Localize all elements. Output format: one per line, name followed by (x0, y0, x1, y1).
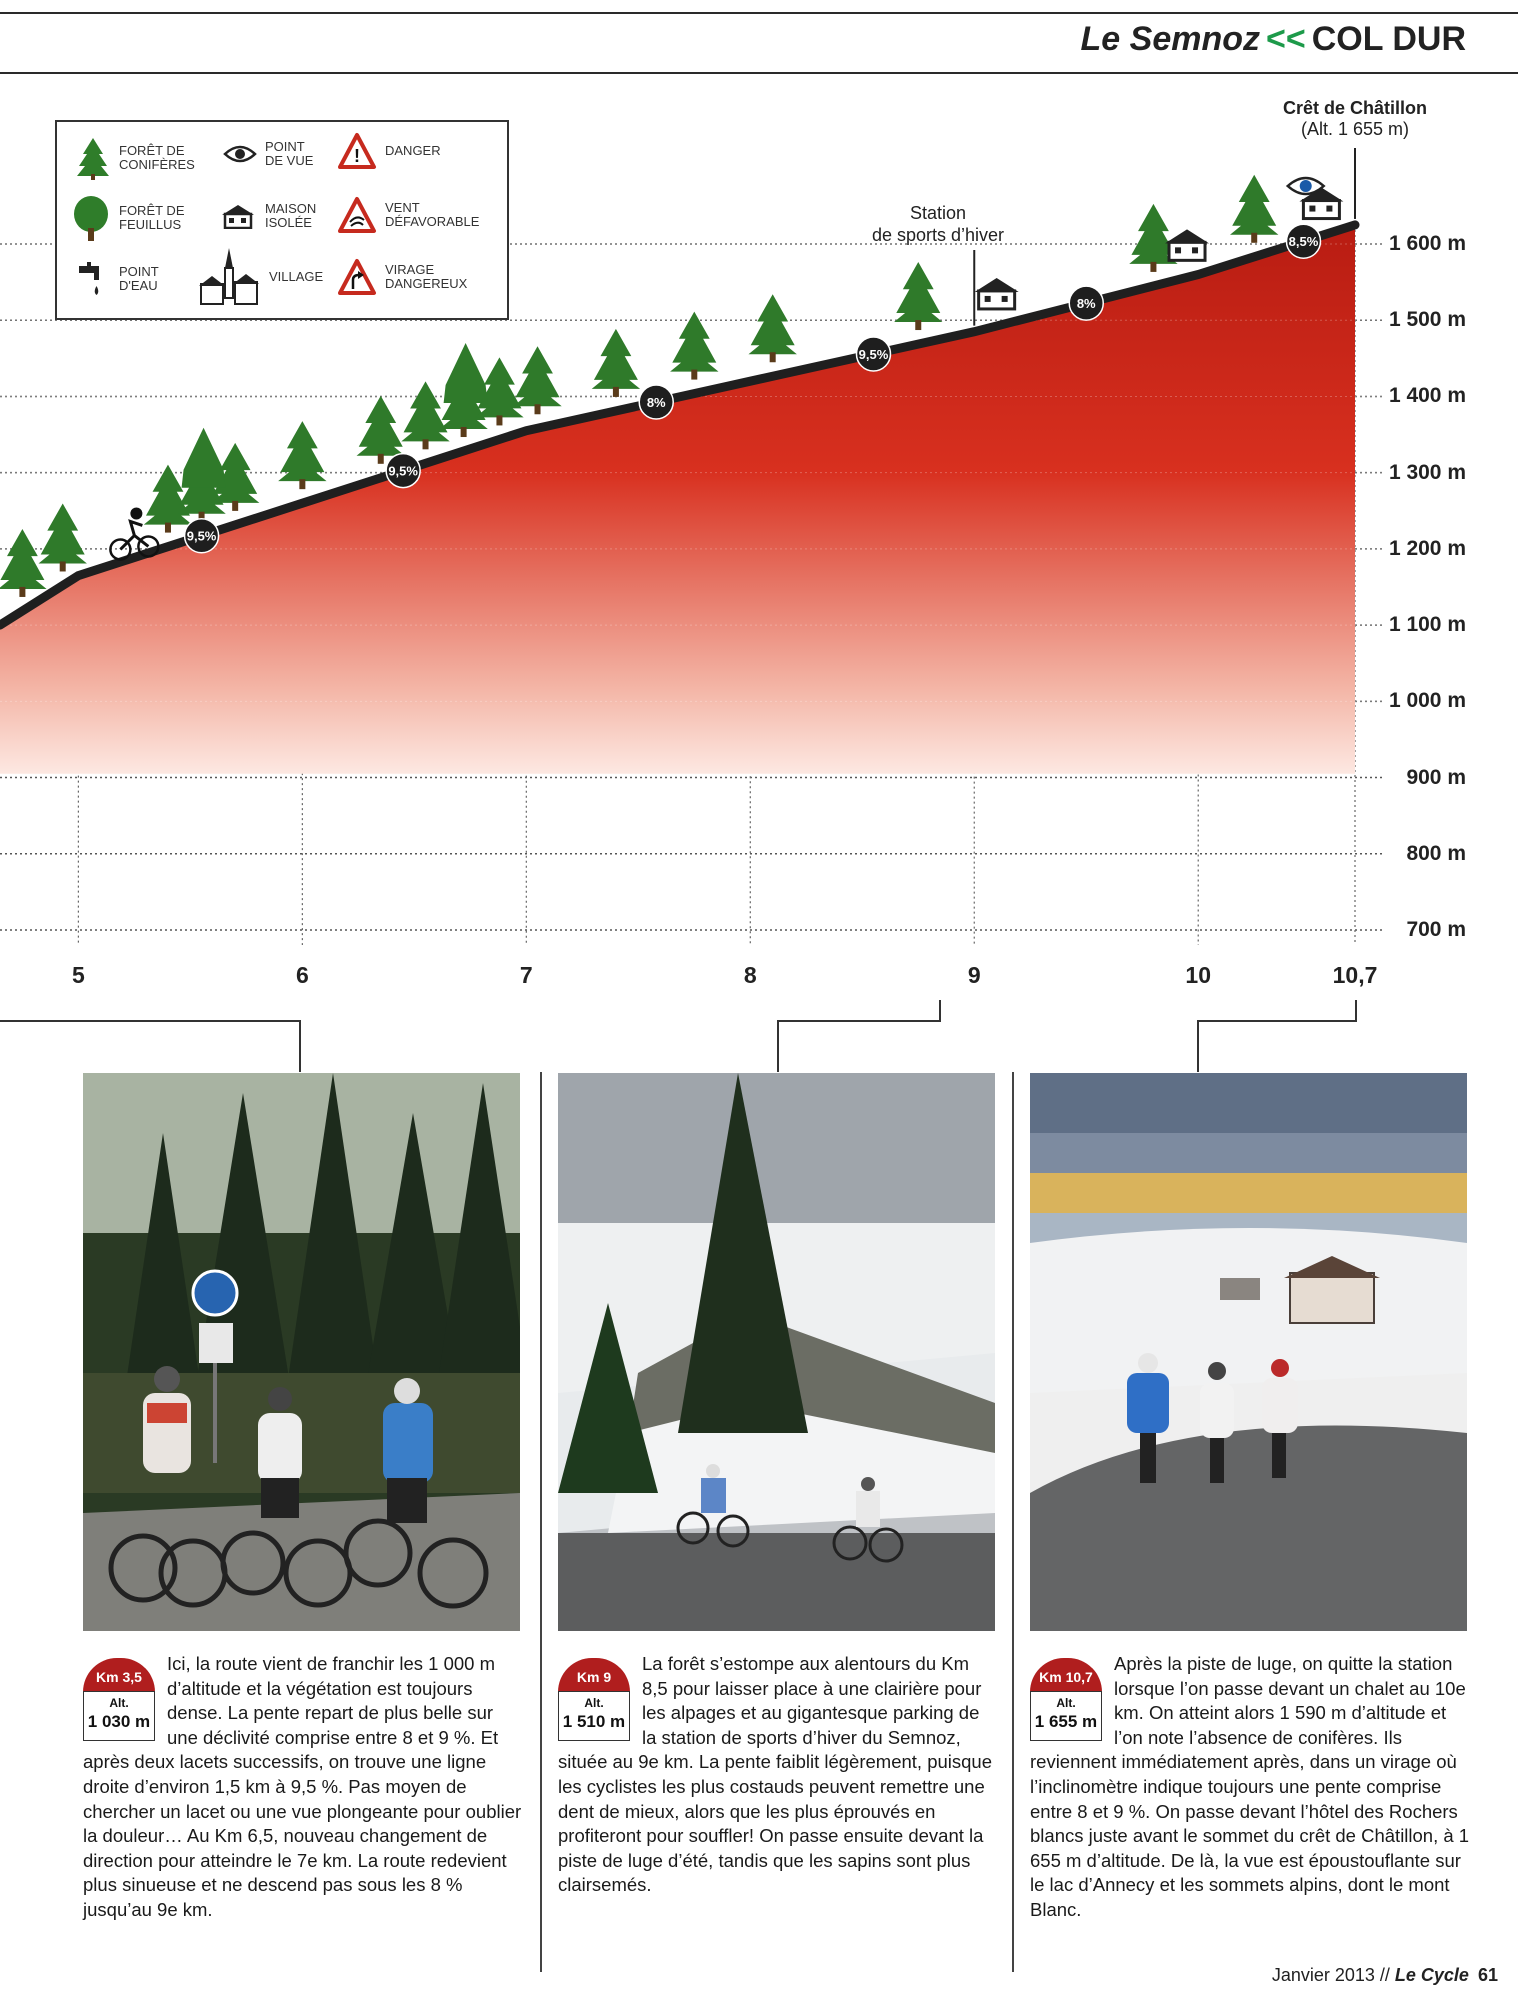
header-top-rule (0, 12, 1518, 14)
station-label-line1: Station (909, 203, 967, 223)
photo-forest-cyclists (83, 1073, 520, 1631)
legend-item-house (219, 202, 325, 230)
x-tick-label: 10 (1185, 962, 1212, 988)
gradient-label: 9,5% (186, 528, 217, 544)
y-tick-label: 1 400 m (1388, 384, 1466, 408)
x-tick-label: 6 (295, 962, 309, 988)
legend-label: POINT D'EAU (119, 264, 159, 293)
km-marker-km: Km 10,7 (1030, 1658, 1102, 1692)
km-marker-alt-label: Alt. (109, 1696, 129, 1710)
conifer-forest-icon (75, 136, 111, 180)
y-tick-label: 1 500 m (1388, 308, 1466, 332)
gradient-label: 9,5% (858, 346, 889, 362)
legend-label: FORÊT DE FEUILLUS (119, 203, 185, 232)
legend-item-wind (337, 196, 480, 234)
svg-text:!: ! (354, 146, 360, 166)
legend-item-viewpoint (223, 140, 325, 168)
y-tick-label: 900 m (1406, 765, 1466, 789)
conifer-tree-icon (39, 503, 87, 571)
conifer-tree-icon (401, 381, 449, 449)
km-marker-altitude-box (558, 1691, 630, 1741)
gradient-marker (386, 454, 420, 488)
page-footer (1272, 1965, 1498, 1986)
y-tick-label: 1 200 m (1388, 536, 1466, 560)
y-tick-label: 1 300 m (1388, 460, 1466, 484)
map-legend (55, 120, 509, 320)
photo-ski-station-clearing (558, 1073, 995, 1631)
title-place: Le Semnoz (1080, 20, 1261, 58)
y-tick-label: 700 m (1406, 918, 1466, 941)
gradient-label: 8,5% (1288, 234, 1319, 250)
conifer-tree-icon (357, 396, 405, 464)
legend-label: VIRAGE DANGEREUX (385, 262, 468, 291)
conifer-tree-icon (513, 346, 561, 414)
km-marker-km: Km 9 (558, 1658, 630, 1692)
y-tick-label: 1 000 m (1388, 689, 1466, 713)
column-divider (1012, 1072, 1014, 1972)
article-paragraph: Ici, la route vient de franchir les 1 000 m d’altitude et la végétation est toujours dense. La pente repart de plus belle sur une déclivité comprise entre 8 et 9 %. Et après deux lacets successifs, on trouve une ligne droite d’environ 1,5 km à 9,5 %. Pas moyen de chercher un lacet ou une vue plongeante pour oublier la douleur… Au Km 6,5, nouveau changement de direction pour atteindre le 7e km. La route redevient plus sinueuse et ne descend pas sous les 8 % jusqu’au 9e km. (83, 1653, 522, 1920)
conifer-tree-icon (592, 329, 640, 397)
deciduous-forest-icon (71, 194, 111, 242)
village-icon (197, 246, 261, 308)
km-marker-alt-value: 1 655 m (1034, 1712, 1098, 1731)
isolated-house-icon (219, 203, 257, 229)
summit-label (1245, 98, 1465, 140)
km-marker-alt-label: Alt. (584, 1696, 604, 1710)
y-tick-label: 1 600 m (1388, 232, 1466, 255)
unfavorable-wind-icon (337, 196, 377, 234)
gradient-marker (856, 337, 890, 371)
conifer-tree-icon (444, 343, 488, 403)
km-marker (558, 1658, 630, 1742)
legend-item-village (197, 246, 329, 308)
page-title (1081, 20, 1466, 59)
km-marker (83, 1658, 155, 1742)
danger-sign-icon (337, 132, 377, 170)
legend-label: VILLAGE (269, 269, 324, 284)
gradient-marker (185, 519, 219, 553)
km-marker-alt-value: 1 030 m (87, 1712, 151, 1731)
conifer-tree-icon (278, 421, 326, 489)
legend-label: MAISON ISOLÉE (265, 201, 317, 230)
isolated-house-icon (975, 278, 1019, 309)
km-marker-altitude-box (1030, 1691, 1102, 1741)
article-paragraph: Après la piste de luge, on quitte la station lorsque l’on passe devant un chalet au 10e km. On atteint alors 1 590 m d’altitude et l’on note l’absence de conifères. Ils reviennent immédiatement après, dans un virage où l’inclinomètre indique toujours une pente comprise entre 8 et 9 %. On passe devant l’hôtel des Rochers blancs juste avant le sommet du crêt de Châtillon, à 1 655 m d’altitude. De là, la vue est époustouflante sur le lac d’Annecy et les sommets alpins, dont le mont Blanc. (1030, 1653, 1470, 1920)
legend-item-bend (337, 258, 475, 296)
article-column-1 (83, 1652, 523, 1923)
conifer-tree-icon (182, 428, 226, 488)
dangerous-bend-icon (337, 258, 377, 296)
km-marker-alt-value: 1 510 m (562, 1712, 626, 1731)
km-marker-altitude-box (83, 1691, 155, 1741)
legend-label: VENT DÉFAVORABLE (385, 200, 480, 229)
article-paragraph: La forêt s’estompe aux alentours du Km 8,5 pour laisser place à une clairière pour les alpages et au gigantesque parking de la station de sports d’hiver du Semnoz, située au 9e km. La pente faiblit légèrement, puisque les cyclistes les plus costauds peuvent remettre une dent de mieux, alors que les plus éprouvés en profiteront pour souffler! On passe ensuite devant la piste de luge d’été, tandis que les sapins sont plus clairsemés. (558, 1653, 993, 1896)
gradient-marker (1069, 286, 1103, 320)
page-number: 61 (1477, 1965, 1498, 1985)
x-tick-label: 7 (519, 962, 533, 988)
x-tick-label: 5 (71, 962, 85, 988)
x-tick-label: 9 (967, 962, 981, 988)
photo-connectors (0, 1000, 1528, 1075)
photo-summit-hotel (1030, 1073, 1467, 1631)
gradient-label: 9,5% (388, 463, 418, 479)
footer-magazine: Le Cycle (1394, 1965, 1469, 1985)
gradient-label: 8% (646, 395, 666, 411)
legend-item-conifers (75, 136, 209, 180)
column-divider (540, 1072, 542, 1972)
legend-label: FORÊT DE CONIFÈRES (119, 143, 195, 172)
summit-altitude: (Alt. 1 655 m) (1300, 119, 1410, 139)
footer-date: Janvier 2013 // (1271, 1965, 1390, 1985)
km-marker (1030, 1658, 1102, 1742)
legend-item-danger (337, 132, 475, 170)
conifer-tree-icon (894, 262, 942, 330)
title-category: COL DUR (1311, 20, 1466, 58)
x-tick-label: 8 (743, 962, 757, 988)
gradient-label: 8% (1076, 296, 1096, 312)
summit-name: Crêt de Châtillon (1282, 98, 1427, 118)
station-label-line2: de sports d’hiver (871, 225, 1005, 245)
legend-item-deciduous (71, 194, 209, 242)
legend-item-water (75, 260, 179, 298)
km-marker-alt-label: Alt. (1056, 1696, 1076, 1710)
gradient-marker (639, 385, 673, 419)
viewpoint-eye-icon (223, 143, 257, 165)
gradient-marker (1286, 224, 1320, 258)
article-column-3 (1030, 1652, 1480, 1923)
y-tick-label: 1 100 m (1388, 613, 1466, 637)
x-tick-label: 10,7 (1332, 962, 1378, 988)
conifer-tree-icon (1230, 175, 1278, 243)
title-separator: << (1266, 20, 1306, 58)
y-tick-label: 800 m (1406, 841, 1466, 865)
km-marker-km: Km 3,5 (83, 1658, 155, 1692)
isolated-house-icon (1165, 229, 1209, 260)
conifer-tree-icon (748, 294, 796, 362)
water-point-icon (75, 260, 111, 298)
legend-label: POINT DE VUE (265, 139, 314, 168)
conifer-tree-icon (670, 312, 718, 380)
article-column-2 (558, 1652, 998, 1898)
station-label (818, 202, 1058, 246)
legend-label: DANGER (385, 143, 441, 158)
